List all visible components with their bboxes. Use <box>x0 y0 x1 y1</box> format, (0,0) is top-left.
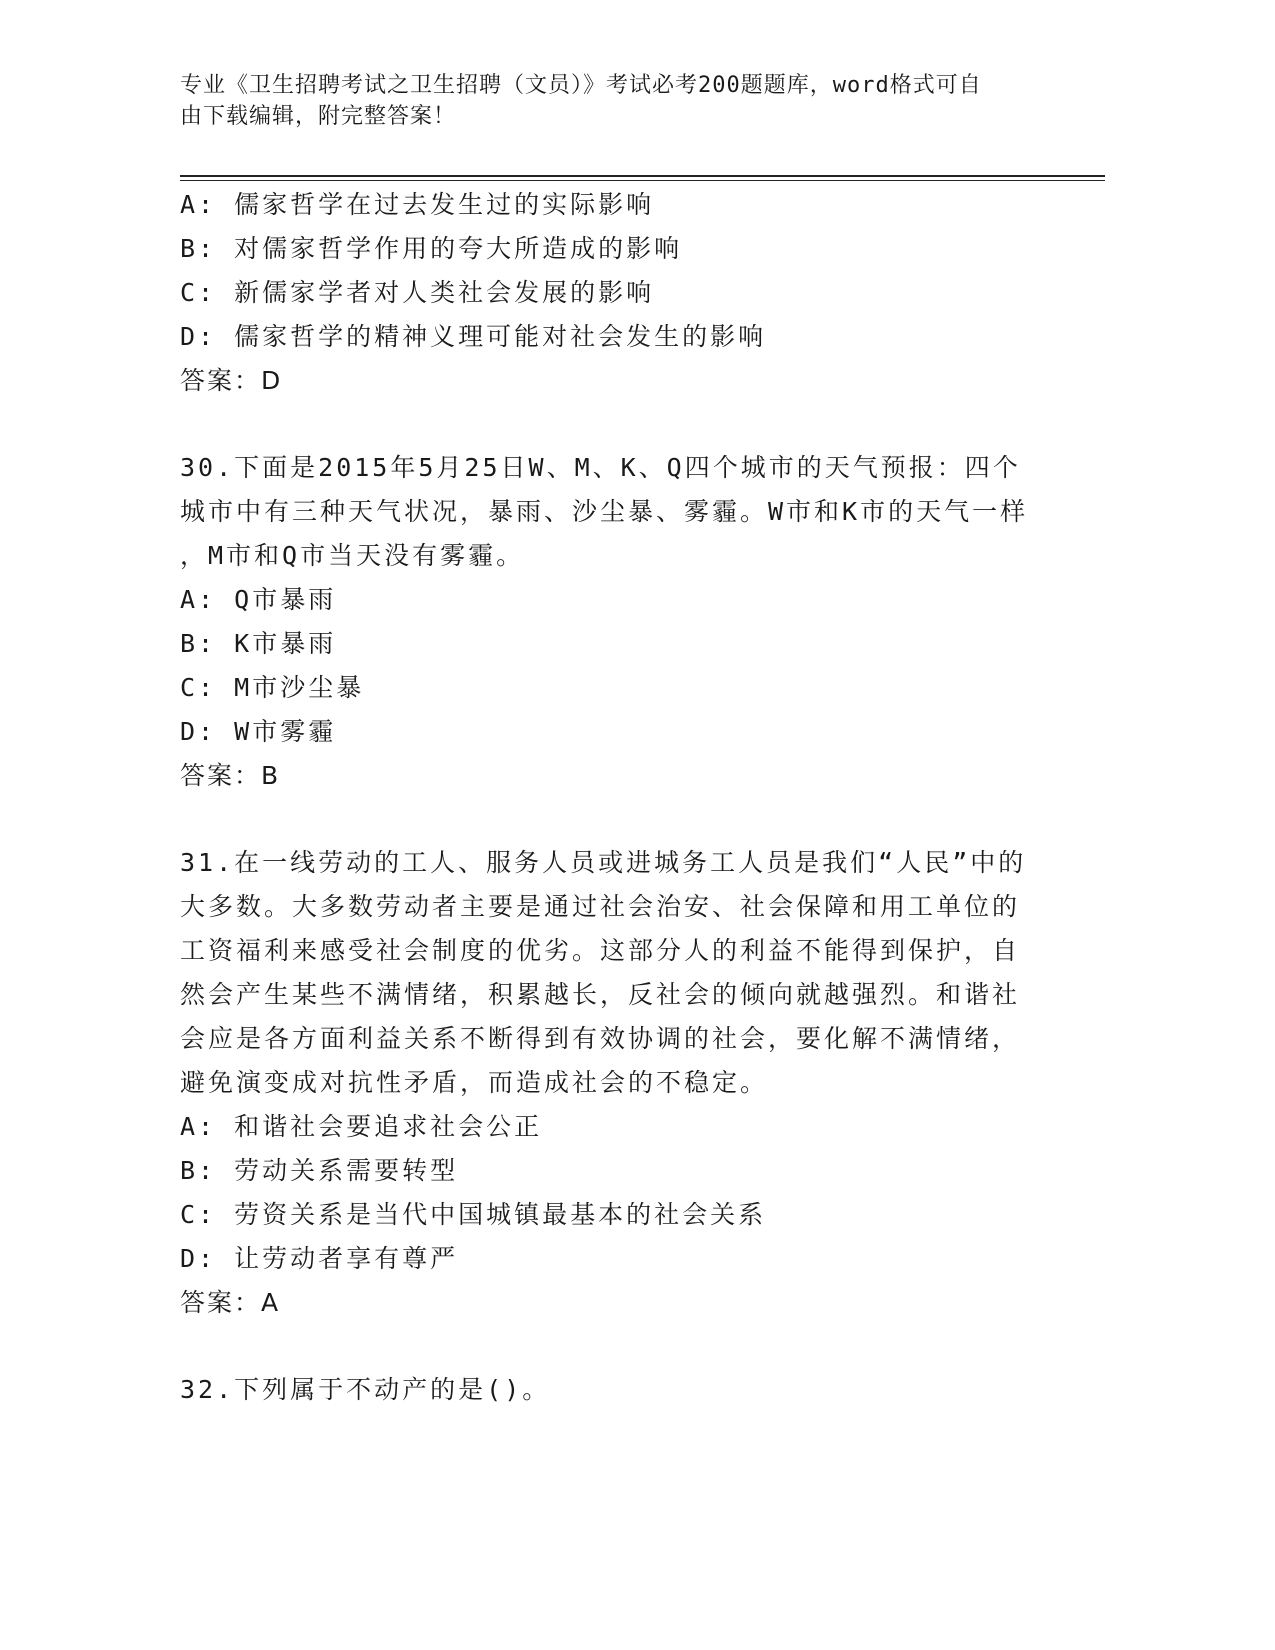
question-29 <box>180 183 1060 403</box>
question-text-line: 会应是各方面利益关系不断得到有效协调的社会，要化解不满情绪， <box>180 1024 1021 1053</box>
question-32 <box>180 1368 1060 1412</box>
question-text-line: 城市中有三种天气状况，暴雨、沙尘暴、雾霾。W市和K市的天气一样 <box>180 497 1029 526</box>
question-content <box>180 183 1060 1412</box>
question-text-line: 31.在一线劳动的工人、服务人员或进城务工人员是我们“人民”中的 <box>180 848 1027 877</box>
answer: 答案：A <box>180 1288 281 1317</box>
question-text-line: 然会产生某些不满情绪，积累越长，反社会的倾向就越强烈。和谐社 <box>180 980 1021 1009</box>
header-line-1: 专业《卫生招聘考试之卫生招聘（文员）》考试必考200题题库，word格式可自 <box>180 73 982 98</box>
question-text-line: ，M市和Q市当天没有雾霾。 <box>180 541 525 570</box>
option-d: D: 儒家哲学的精神义理可能对社会发生的影响 <box>180 322 767 351</box>
question-text-line: 避免演变成对抗性矛盾，而造成社会的不稳定。 <box>180 1068 769 1097</box>
question-31 <box>180 841 1060 1325</box>
option-a: A: Q市暴雨 <box>180 585 337 614</box>
question-text-line: 30.下面是2015年5月25日W、M、K、Q四个城市的天气预报：四个 <box>180 453 1021 482</box>
option-c: C: 劳资关系是当代中国城镇最基本的社会关系 <box>180 1200 767 1229</box>
header-divider-thin <box>180 180 1105 181</box>
option-b: B: 劳动关系需要转型 <box>180 1156 459 1185</box>
document-header <box>180 70 1060 132</box>
question-text-line: 大多数。大多数劳动者主要是通过社会治安、社会保障和用工单位的 <box>180 892 1021 921</box>
question-30 <box>180 446 1060 798</box>
header-divider-thick <box>180 175 1105 177</box>
option-c: C: M市沙尘暴 <box>180 673 365 702</box>
option-d: D: W市雾霾 <box>180 717 337 746</box>
answer: 答案：D <box>180 366 283 395</box>
option-d: D: 让劳动者享有尊严 <box>180 1244 459 1273</box>
option-b: B: K市暴雨 <box>180 629 337 658</box>
option-b: B: 对儒家哲学作用的夸大所造成的影响 <box>180 234 683 263</box>
header-line-2: 由下载编辑，附完整答案！ <box>180 104 457 129</box>
question-text-line: 32.下列属于不动产的是()。 <box>180 1375 551 1404</box>
option-a: A: 和谐社会要追求社会公正 <box>180 1112 543 1141</box>
option-a: A: 儒家哲学在过去发生过的实际影响 <box>180 190 655 219</box>
question-text-line: 工资福利来感受社会制度的优劣。这部分人的利益不能得到保护，自 <box>180 936 1021 965</box>
answer: 答案：B <box>180 761 281 790</box>
option-c: C: 新儒家学者对人类社会发展的影响 <box>180 278 655 307</box>
